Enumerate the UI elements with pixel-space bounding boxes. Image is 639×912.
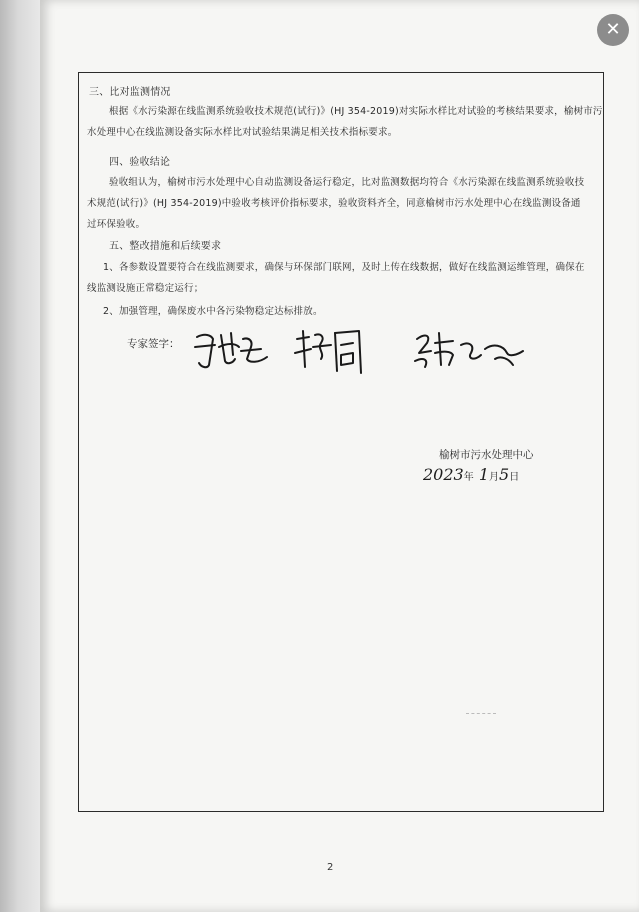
section-4-text-line-3: 过环保验收。 <box>87 219 146 230</box>
section-4-title: 四、验收结论 <box>109 157 171 168</box>
section-3-text-line-1: 根据《水污染源在线监测系统验收技术规范(试行)》(HJ 354-2019)对实际水样比对试验的考核结果要求，榆树市污 <box>109 106 603 117</box>
section-3-text-line-2: 水处理中心在线监测设备实际水样比对试验结果满足相关技术指标要求。 <box>87 127 398 138</box>
content-frame <box>78 72 604 812</box>
close-button[interactable] <box>597 14 629 46</box>
date-month-unit: 月 <box>489 472 499 483</box>
document-page <box>40 0 639 912</box>
section-5-title: 五、整改措施和后续要求 <box>109 241 222 252</box>
signature-3 <box>409 325 529 375</box>
date-year: 2023 <box>423 465 464 484</box>
organization-name: 榆树市污水处理中心 <box>439 449 534 461</box>
section-5-item-1-line-2: 线监测设施正常稳定运行； <box>87 283 204 294</box>
date-day: 5 <box>499 465 510 484</box>
date-year-unit: 年 <box>463 472 474 483</box>
signature-2 <box>291 323 371 377</box>
section-3-title: 三、比对监测情况 <box>89 87 171 98</box>
signing-date <box>423 465 519 484</box>
date-month: 1 <box>478 465 489 484</box>
date-day-unit: 日 <box>509 472 520 483</box>
paper-mark <box>466 713 496 718</box>
expert-signature-label: 专家签字： <box>127 338 180 350</box>
section-5-item-2-line-1: 2、加强管理，确保废水中各污染物稳定达标排放。 <box>103 306 323 317</box>
section-4-text-line-2: 术规范(试行)》(HJ 354-2019)中验收考核评价指标要求，验收资料齐全，同意榆树市污水处理中心在线监测设备通 <box>87 198 581 209</box>
signature-1 <box>191 325 271 375</box>
close-icon: ✕ <box>605 19 621 40</box>
section-4-text-line-1: 验收组认为，榆树市污水处理中心自动监测设备运行稳定，比对监测数据均符合《水污染源在线监测系统验收技 <box>109 177 585 188</box>
page-number: 2 <box>327 862 334 873</box>
section-5-item-1-line-1: 1、各参数设置要符合在线监测要求，确保与环保部门联网，及时上传在线数据，做好在线监测运维管理，确保在 <box>103 262 585 273</box>
